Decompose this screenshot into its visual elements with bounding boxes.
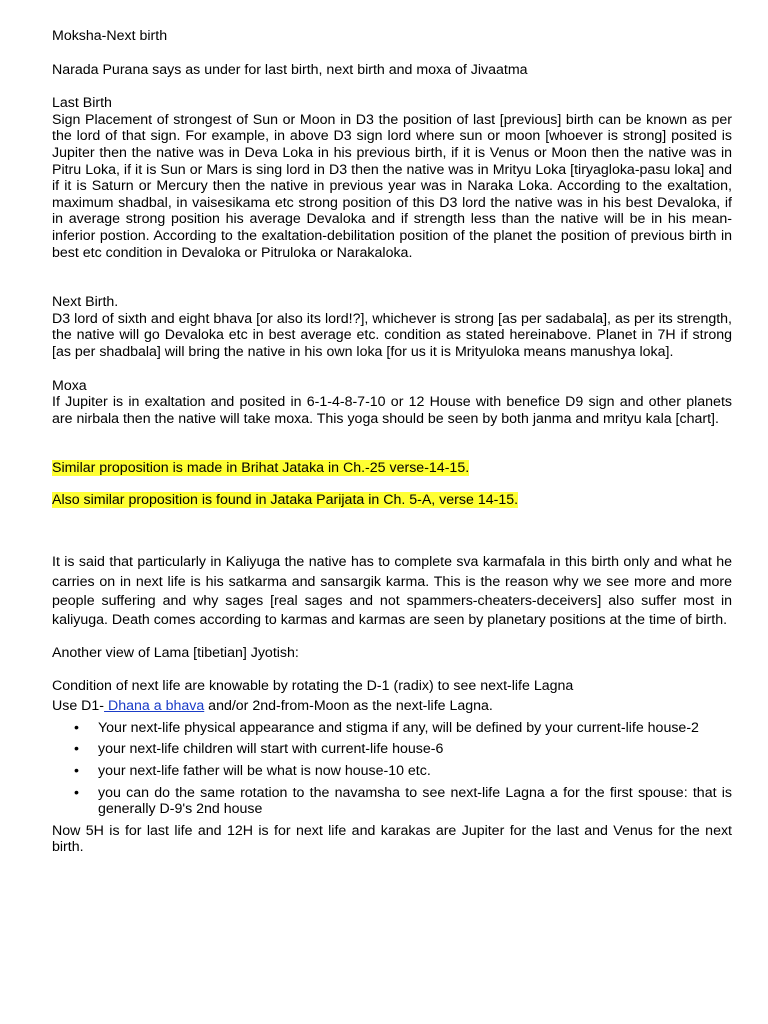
lama-heading: Another view of Lama [tibetian] Jyotish: xyxy=(52,645,299,662)
lama-section xyxy=(52,553,732,715)
moxa-paragraph: If Jupiter is in exaltation and posited in 6-1-4-8-7-10 or 12 House with benefice D9 sign and other planets are nirbala then the native will take moxa. This yoga should be seen by both janma and mrityu kala [chart]. xyxy=(52,394,732,427)
use-line-suffix: and/or 2nd-from-Moon as the next-life Lagna. xyxy=(204,697,493,714)
list-item-text: Your next-life physical appearance and stigma if any, will be defined by your current-life house-2 xyxy=(98,719,699,736)
closing-paragraph: Now 5H is for last life and 12H is for next life and karakas are Jupiter for the last and Venus for the next birth. xyxy=(52,822,732,856)
dhana-bhava-link[interactable]: Dhana a bhava xyxy=(104,697,205,714)
kaliyuga-paragraph: It is said that particularly in Kaliyuga the native has to complete sva karmafala in this birth only and what he carries on in next life is his satkarma and sansargik karma. This is the reason why we see more and more people suffering and why sages [real sages and not spammers-cheaters-deceivers] also suffer most in kaliyuga. Death comes according to karmas and karmas are seen by planetary positions at the time of birth. xyxy=(52,554,732,629)
list-item-text: you can do the same rotation to the navamsha to see next-life Lagna a for the first spouse: that is generally D-9's 2nd house xyxy=(98,784,732,818)
highlight-line-brihat-jataka xyxy=(52,460,732,477)
bullet-icon: • xyxy=(74,719,79,736)
last-birth-paragraph: Sign Placement of strongest of Sun or Moon in D3 the position of last [previous] birth can be known as per the lord of that sign. For example, in above D3 sign lord where sun or moon [whoever is strong] posited is Jupiter then the native was in Deva Loka in his previous birth, if it is Venus or Moon then the native was in Pitru Loka, if it is Sun or Mars is sing lord in D3 then the native was in Mrityu Loka [tiryagloka-pasu loka] and if it is Saturn or Mercury then the native in previous year was in Naraka Loka. According to the exaltation, maximum shadbal, in vaisesikama etc strong position of this D3 lord the native was in his best Devaloka, if in average strong position his average Devaloka and if strength less than the native will be in his mean-inferior postion. According to the exaltation-debilitation position of the planet the position of previous birth in best etc condition in Devaloka or Pitruloka or Narakaloka. xyxy=(52,111,732,261)
intro-line: Narada Purana says as under for last birth, next birth and moxa of Jivaatma xyxy=(52,61,528,78)
list-item-text: your next-life children will start with current-life house-6 xyxy=(98,741,444,758)
list-item xyxy=(52,785,732,818)
moxa-heading: Moxa xyxy=(52,377,87,394)
next-birth-paragraph: D3 lord of sixth and eight bhava [or also its lord!?], whichever is strong [as per sadabala], as per its strength, the native will go Devaloka etc in best average etc. condition as stated hereinabove. Planet in 7H if strong [as per shadbala] will bring the native in his own loka [for us it is Mrityuloka means manushya loka]. xyxy=(52,310,732,360)
highlight-line-jataka-parijata xyxy=(52,492,732,509)
bullet-icon: • xyxy=(74,741,79,758)
condition-line: Condition of next life are knowable by rotating the D-1 (radix) to see next-life Lagna xyxy=(52,678,574,695)
bullet-icon: • xyxy=(74,763,79,780)
list-item xyxy=(52,741,732,758)
highlight-text: Similar proposition is made in Brihat Jataka in Ch.-25 verse-14-15. xyxy=(52,460,470,477)
list-item-text: your next-life father will be what is now house-10 etc. xyxy=(98,763,431,780)
highlight-text: Also similar proposition is found in Jataka Parijata in Ch. 5-A, verse 14-15. xyxy=(52,491,519,508)
next-birth-heading: Next Birth. xyxy=(52,294,119,311)
list-item xyxy=(52,720,732,737)
last-birth-heading: Last Birth xyxy=(52,95,112,112)
bullet-icon: • xyxy=(74,784,79,801)
list-item xyxy=(52,763,732,780)
use-d1-line xyxy=(52,697,732,716)
use-line-prefix: Use D1- xyxy=(52,697,105,714)
document-title: Moksha-Next birth xyxy=(52,28,168,44)
bullet-list xyxy=(52,720,732,818)
